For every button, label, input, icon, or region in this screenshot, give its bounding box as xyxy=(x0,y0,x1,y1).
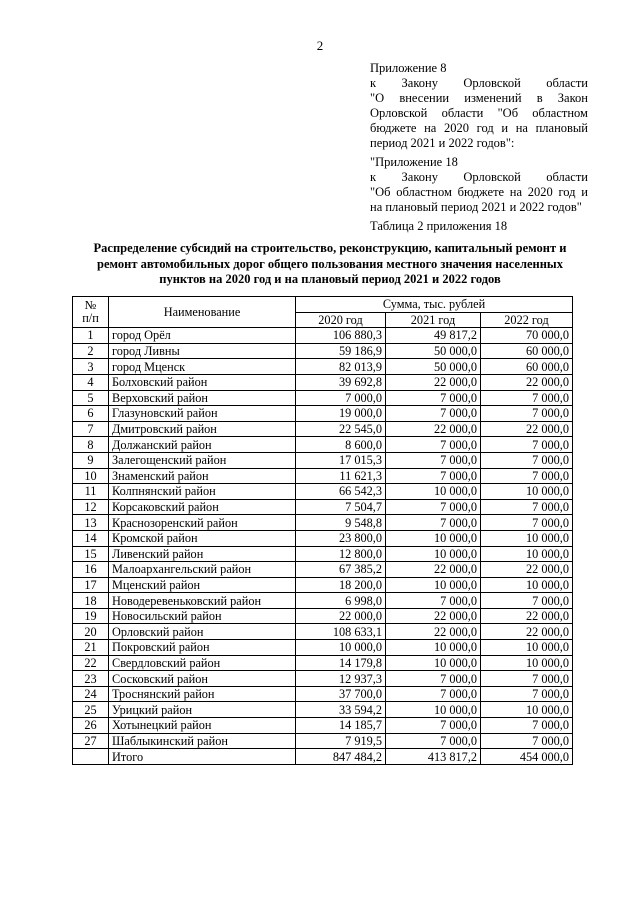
title-line: Распределение субсидий на строительство, реконструкцию, капитальный ремонт и xyxy=(93,241,567,255)
row-name: Хотынецкий район xyxy=(109,718,296,734)
row-number: 21 xyxy=(73,640,109,656)
table-row xyxy=(73,608,573,624)
row-name: Знаменский район xyxy=(109,468,296,484)
row-value-2022: 7 000,0 xyxy=(481,671,573,687)
word: и xyxy=(581,185,588,199)
header-number-line: п/п xyxy=(82,311,99,326)
row-number: 12 xyxy=(73,499,109,515)
table-row xyxy=(73,593,573,609)
word: "О xyxy=(370,91,385,105)
row-value-2020: 18 200,0 xyxy=(296,577,386,593)
table-row xyxy=(73,733,573,749)
row-name: Залегощенский район xyxy=(109,452,296,468)
row-number: 9 xyxy=(73,452,109,468)
word: Орловской xyxy=(463,170,521,184)
row-value-2022: 7 000,0 xyxy=(481,733,573,749)
row-number: 8 xyxy=(73,437,109,453)
table-row xyxy=(73,452,573,468)
row-value-2020: 39 692,8 xyxy=(296,374,386,390)
row-value-2022: 10 000,0 xyxy=(481,655,573,671)
table-row xyxy=(73,484,573,500)
appendix-18-line1 xyxy=(370,170,588,185)
row-name: Троснянский район xyxy=(109,686,296,702)
row-name: Краснозоренский район xyxy=(109,515,296,531)
appendix-8-line1 xyxy=(370,76,588,91)
row-value-2021: 10 000,0 xyxy=(386,640,481,656)
subsidy-table xyxy=(72,296,573,765)
row-number: 3 xyxy=(73,359,109,375)
row-number: 22 xyxy=(73,655,109,671)
row-value-2020: 82 013,9 xyxy=(296,359,386,375)
row-value-2022: 60 000,0 xyxy=(481,359,573,375)
row-value-2020: 7 000,0 xyxy=(296,390,386,406)
table-row xyxy=(73,624,573,640)
word: к xyxy=(370,170,377,184)
row-value-2021: 10 000,0 xyxy=(386,655,481,671)
row-value-2020: 22 000,0 xyxy=(296,608,386,624)
row-value-2022: 70 000,0 xyxy=(481,328,573,344)
row-name: Малоархангельский район xyxy=(109,562,296,578)
total-value-2022: 454 000,0 xyxy=(481,749,573,765)
row-number: 19 xyxy=(73,608,109,624)
appendix-8-block xyxy=(370,61,588,151)
row-value-2022: 22 000,0 xyxy=(481,624,573,640)
table-row xyxy=(73,359,573,375)
word: "Об xyxy=(370,185,391,199)
row-value-2022: 60 000,0 xyxy=(481,343,573,359)
word: областном xyxy=(396,185,452,199)
row-number: 13 xyxy=(73,515,109,531)
row-value-2021: 10 000,0 xyxy=(386,546,481,562)
row-value-2021: 10 000,0 xyxy=(386,484,481,500)
title-line: ремонт автомобильных дорог общего пользования местного значения населенных xyxy=(97,256,563,271)
row-number: 1 xyxy=(73,328,109,344)
table-row xyxy=(73,577,573,593)
row-number: 15 xyxy=(73,546,109,562)
appendix-18-title: "Приложение 18 xyxy=(370,155,458,169)
word: Закон xyxy=(557,91,588,105)
row-number: 26 xyxy=(73,718,109,734)
row-number: 23 xyxy=(73,671,109,687)
row-value-2020: 7 919,5 xyxy=(296,733,386,749)
row-value-2022: 10 000,0 xyxy=(481,702,573,718)
row-value-2021: 7 000,0 xyxy=(386,733,481,749)
row-number: 5 xyxy=(73,390,109,406)
appendix-8-line4 xyxy=(370,121,588,136)
row-value-2022: 7 000,0 xyxy=(481,390,573,406)
row-value-2020: 19 000,0 xyxy=(296,406,386,422)
row-value-2020: 12 800,0 xyxy=(296,546,386,562)
header-number-line: № xyxy=(84,298,97,313)
table-row xyxy=(73,437,573,453)
row-number: 18 xyxy=(73,593,109,609)
row-number: 25 xyxy=(73,702,109,718)
row-name: Колпнянский район xyxy=(109,484,296,500)
table-row xyxy=(73,499,573,515)
table-row xyxy=(73,702,573,718)
row-number: 11 xyxy=(73,484,109,500)
row-value-2020: 22 545,0 xyxy=(296,421,386,437)
appendix-8-title: Приложение 8 xyxy=(370,61,447,75)
table-row xyxy=(73,530,573,546)
row-name: город Мценск xyxy=(109,359,296,375)
table-row xyxy=(73,671,573,687)
row-name: город Орёл xyxy=(109,328,296,344)
row-name: Свердловский район xyxy=(109,655,296,671)
row-value-2020: 59 186,9 xyxy=(296,343,386,359)
row-value-2020: 33 594,2 xyxy=(296,702,386,718)
row-name: Дмитровский район xyxy=(109,421,296,437)
row-value-2021: 10 000,0 xyxy=(386,577,481,593)
word: Закону xyxy=(401,76,438,90)
header-sum: Сумма, тыс. рублей xyxy=(296,297,573,313)
table-row xyxy=(73,640,573,656)
row-value-2021: 7 000,0 xyxy=(386,468,481,484)
document-title xyxy=(84,241,576,288)
row-name: Должанский район xyxy=(109,437,296,453)
row-number: 2 xyxy=(73,343,109,359)
row-value-2022: 22 000,0 xyxy=(481,374,573,390)
word: год xyxy=(476,121,494,135)
word: на xyxy=(424,121,437,135)
appendix-18-block xyxy=(370,155,588,215)
word: области xyxy=(546,170,588,184)
row-number: 27 xyxy=(73,733,109,749)
row-name: Урицкий район xyxy=(109,702,296,718)
row-value-2021: 49 817,2 xyxy=(386,328,481,344)
row-value-2022: 7 000,0 xyxy=(481,718,573,734)
row-value-2020: 12 937,3 xyxy=(296,671,386,687)
row-value-2021: 7 000,0 xyxy=(386,718,481,734)
row-value-2020: 9 548,8 xyxy=(296,515,386,531)
word: изменений xyxy=(464,91,522,105)
word: Орловской xyxy=(370,106,428,120)
row-number: 6 xyxy=(73,406,109,422)
row-name: Кромской район xyxy=(109,530,296,546)
row-value-2022: 7 000,0 xyxy=(481,452,573,468)
word: бюджете xyxy=(370,121,417,135)
table-row xyxy=(73,655,573,671)
row-value-2020: 6 998,0 xyxy=(296,593,386,609)
word: к xyxy=(370,76,377,90)
appendix-8-line3 xyxy=(370,106,588,121)
row-value-2020: 8 600,0 xyxy=(296,437,386,453)
row-value-2022: 7 000,0 xyxy=(481,437,573,453)
row-value-2022: 7 000,0 xyxy=(481,406,573,422)
appendix-18-line3: на плановый период 2021 и 2022 годов" xyxy=(370,200,582,214)
word: год xyxy=(558,185,576,199)
row-name: Новодеревеньковский район xyxy=(109,593,296,609)
row-value-2020: 14 185,7 xyxy=(296,718,386,734)
row-value-2022: 10 000,0 xyxy=(481,577,573,593)
word: Орловской xyxy=(463,76,521,90)
row-value-2021: 50 000,0 xyxy=(386,359,481,375)
row-value-2021: 7 000,0 xyxy=(386,452,481,468)
row-name: Шаблыкинский район xyxy=(109,733,296,749)
total-label: Итого xyxy=(109,749,296,765)
row-value-2020: 108 633,1 xyxy=(296,624,386,640)
row-number: 4 xyxy=(73,374,109,390)
row-value-2020: 23 800,0 xyxy=(296,530,386,546)
row-name: Верховский район xyxy=(109,390,296,406)
appendix-8-line2 xyxy=(370,91,588,106)
table-reference: Таблица 2 приложения 18 xyxy=(370,219,508,233)
row-value-2020: 17 015,3 xyxy=(296,452,386,468)
row-name: город Ливны xyxy=(109,343,296,359)
row-value-2021: 22 000,0 xyxy=(386,608,481,624)
word: области xyxy=(441,106,484,120)
row-value-2020: 14 179,8 xyxy=(296,655,386,671)
row-value-2021: 7 000,0 xyxy=(386,593,481,609)
total-value-2020: 847 484,2 xyxy=(296,749,386,765)
table-row xyxy=(73,718,573,734)
row-name: Новосильский район xyxy=(109,608,296,624)
row-value-2021: 22 000,0 xyxy=(386,562,481,578)
row-value-2021: 7 000,0 xyxy=(386,671,481,687)
row-number: 14 xyxy=(73,530,109,546)
header-number xyxy=(73,297,109,328)
row-value-2022: 10 000,0 xyxy=(481,546,573,562)
header-year-2020: 2020 год xyxy=(296,312,386,328)
table-body xyxy=(73,328,573,765)
word: 2020 xyxy=(527,185,553,199)
row-value-2020: 67 385,2 xyxy=(296,562,386,578)
row-value-2021: 22 000,0 xyxy=(386,421,481,437)
row-value-2020: 11 621,3 xyxy=(296,468,386,484)
row-value-2021: 22 000,0 xyxy=(386,374,481,390)
row-name: Орловский район xyxy=(109,624,296,640)
row-value-2021: 7 000,0 xyxy=(386,390,481,406)
row-name: Сосковский район xyxy=(109,671,296,687)
word: на xyxy=(509,185,523,199)
row-value-2021: 10 000,0 xyxy=(386,702,481,718)
row-value-2022: 22 000,0 xyxy=(481,421,573,437)
table-row xyxy=(73,343,573,359)
table-row xyxy=(73,390,573,406)
row-value-2021: 7 000,0 xyxy=(386,406,481,422)
header-year-2022: 2022 год xyxy=(481,312,573,328)
row-name: Глазуновский район xyxy=(109,406,296,422)
table-row xyxy=(73,515,573,531)
row-name: Болховский район xyxy=(109,374,296,390)
word: области xyxy=(546,76,588,90)
word: 2020 xyxy=(444,121,469,135)
row-value-2022: 22 000,0 xyxy=(481,562,573,578)
row-value-2020: 106 880,3 xyxy=(296,328,386,344)
appendix-8-line5: период 2021 и 2022 годов": xyxy=(370,136,515,150)
word: областном xyxy=(532,106,588,120)
row-value-2021: 7 000,0 xyxy=(386,515,481,531)
row-value-2020: 7 504,7 xyxy=(296,499,386,515)
row-name: Корсаковский район xyxy=(109,499,296,515)
word: бюджете xyxy=(457,185,505,199)
row-number: 16 xyxy=(73,562,109,578)
header-name: Наименование xyxy=(109,297,296,328)
word: плановый xyxy=(535,121,588,135)
total-row xyxy=(73,749,573,765)
row-value-2020: 66 542,3 xyxy=(296,484,386,500)
row-value-2022: 7 000,0 xyxy=(481,515,573,531)
word: Закону xyxy=(401,170,438,184)
row-value-2022: 22 000,0 xyxy=(481,608,573,624)
row-value-2021: 7 000,0 xyxy=(386,686,481,702)
row-name: Мценский район xyxy=(109,577,296,593)
table-row xyxy=(73,421,573,437)
header-year-2021: 2021 год xyxy=(386,312,481,328)
table-row xyxy=(73,686,573,702)
row-value-2020: 10 000,0 xyxy=(296,640,386,656)
row-value-2022: 7 000,0 xyxy=(481,686,573,702)
table-row xyxy=(73,374,573,390)
row-value-2022: 7 000,0 xyxy=(481,468,573,484)
word: внесении xyxy=(399,91,450,105)
row-value-2022: 10 000,0 xyxy=(481,640,573,656)
row-value-2021: 22 000,0 xyxy=(386,624,481,640)
row-value-2022: 10 000,0 xyxy=(481,484,573,500)
table-row xyxy=(73,546,573,562)
total-value-2021: 413 817,2 xyxy=(386,749,481,765)
row-value-2022: 7 000,0 xyxy=(481,593,573,609)
row-value-2020: 37 700,0 xyxy=(296,686,386,702)
row-value-2021: 7 000,0 xyxy=(386,499,481,515)
row-value-2021: 50 000,0 xyxy=(386,343,481,359)
word: в xyxy=(536,91,543,105)
row-number: 17 xyxy=(73,577,109,593)
row-number: 10 xyxy=(73,468,109,484)
row-value-2021: 10 000,0 xyxy=(386,530,481,546)
row-value-2021: 7 000,0 xyxy=(386,437,481,453)
table-row xyxy=(73,328,573,344)
row-number: 7 xyxy=(73,421,109,437)
word: на xyxy=(515,121,528,135)
table-row xyxy=(73,406,573,422)
row-number: 20 xyxy=(73,624,109,640)
table-row xyxy=(73,468,573,484)
page-number: 2 xyxy=(316,38,324,53)
row-value-2022: 10 000,0 xyxy=(481,530,573,546)
title-line: пунктов на 2020 год и на плановый период 2021 и 2022 годов xyxy=(159,272,501,286)
table-row xyxy=(73,562,573,578)
row-number: 24 xyxy=(73,686,109,702)
row-name: Ливенский район xyxy=(109,546,296,562)
word: "Об xyxy=(497,106,519,120)
row-value-2022: 7 000,0 xyxy=(481,499,573,515)
word: и xyxy=(501,121,509,135)
total-number-cell xyxy=(73,749,109,765)
appendix-18-line2 xyxy=(370,185,588,200)
row-name: Покровский район xyxy=(109,640,296,656)
